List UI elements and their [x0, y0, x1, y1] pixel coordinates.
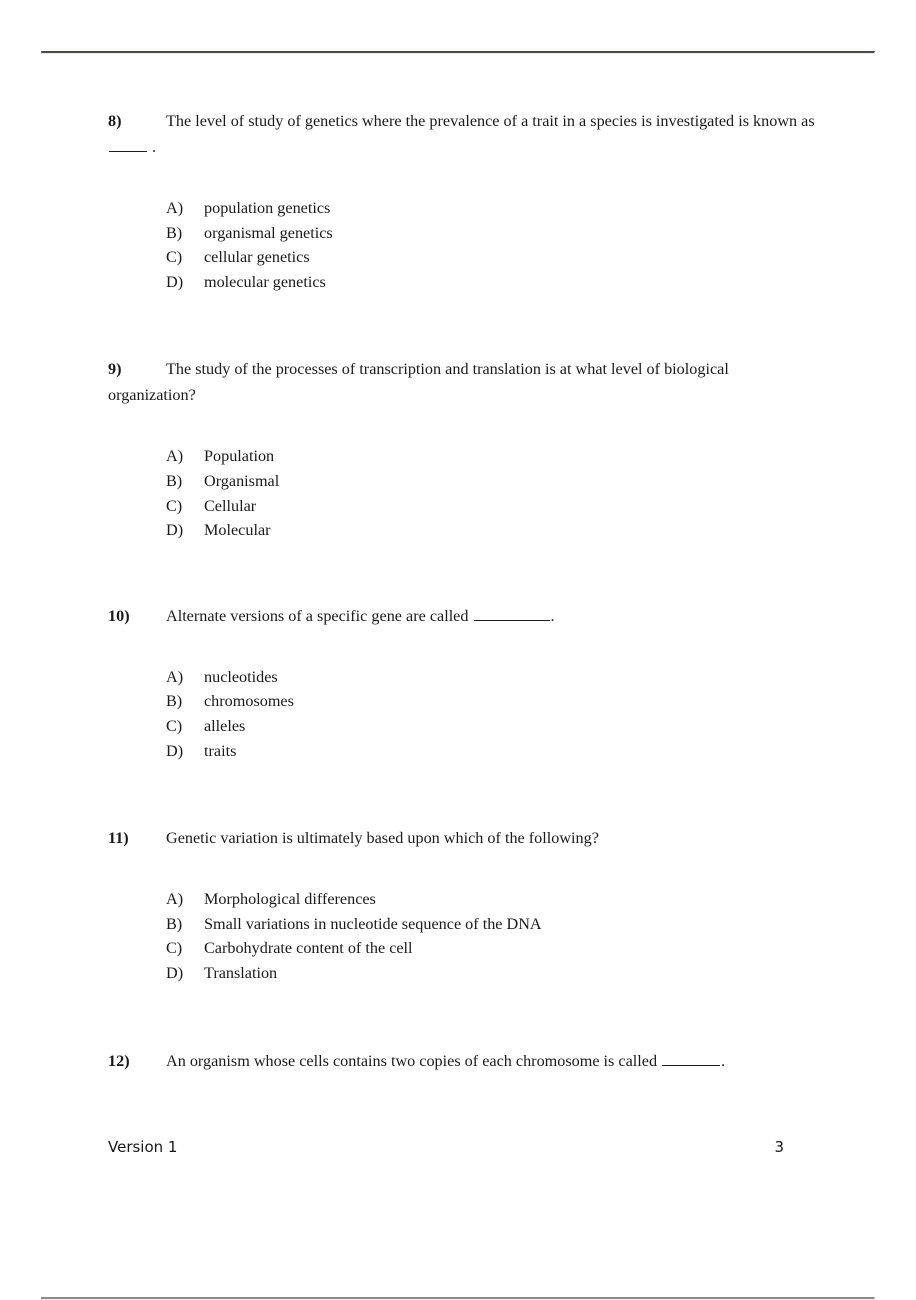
option-11-c[interactable]	[108, 936, 820, 961]
question-block-8	[108, 108, 820, 294]
page-footer	[108, 1138, 820, 1156]
option-letter: A)	[166, 890, 184, 909]
option-11-a[interactable]	[108, 887, 820, 912]
option-11-d[interactable]	[108, 961, 820, 986]
option-label: traits	[204, 741, 237, 760]
option-letter: A)	[166, 667, 184, 686]
question-block-11	[108, 825, 820, 985]
option-letter: C)	[166, 248, 183, 267]
option-letter: C)	[166, 939, 183, 958]
option-8-a[interactable]	[108, 196, 820, 221]
option-9-a[interactable]	[108, 444, 820, 469]
option-10-a[interactable]	[108, 665, 820, 690]
question-stem-11	[108, 825, 820, 851]
answer-blank-8	[109, 139, 147, 152]
option-label: Small variations in nucleotide sequence of the DNA	[204, 914, 542, 933]
option-letter: B)	[166, 692, 183, 711]
question-text-9: The study of the processes of transcription and translation is at what level of biological organization?	[108, 360, 729, 405]
question-text-8-tail: .	[148, 138, 157, 156]
options-9	[108, 444, 820, 542]
option-9-d[interactable]	[108, 518, 820, 543]
question-number-12: 12)	[108, 1051, 130, 1070]
option-label: cellular genetics	[204, 248, 310, 267]
option-8-c[interactable]	[108, 245, 820, 270]
question-text-11: Genetic variation is ultimately based upon which of the following?	[166, 829, 599, 848]
option-letter: C)	[166, 496, 183, 515]
question-text-8: The level of study of genetics where the prevalence of a trait in a species is investigated is known as	[166, 112, 815, 130]
option-letter: B)	[166, 223, 183, 242]
page-number: 3	[774, 1138, 784, 1156]
option-label: Cellular	[204, 496, 257, 515]
question-number-9: 9)	[108, 360, 122, 379]
answer-blank-10	[474, 608, 550, 621]
answer-blank-12	[662, 1053, 720, 1066]
option-letter: D)	[166, 963, 184, 982]
option-label: nucleotides	[204, 667, 278, 686]
question-block-10	[108, 603, 820, 763]
option-10-b[interactable]	[108, 689, 820, 714]
options-10	[108, 665, 820, 763]
question-text-12: An organism whose cells contains two copies of each chromosome is called	[166, 1051, 662, 1070]
option-8-d[interactable]	[108, 270, 820, 295]
options-11	[108, 887, 820, 985]
option-9-b[interactable]	[108, 469, 820, 494]
question-stem-8	[108, 108, 820, 160]
option-letter: D)	[166, 521, 184, 540]
option-8-b[interactable]	[108, 221, 820, 246]
question-text-10-tail: .	[550, 606, 555, 625]
option-letter: A)	[166, 447, 184, 466]
question-number-8: 8)	[108, 112, 122, 130]
option-letter: B)	[166, 914, 183, 933]
option-letter: A)	[166, 199, 184, 217]
option-label: molecular genetics	[204, 272, 326, 291]
option-10-c[interactable]	[108, 714, 820, 739]
question-number-11: 11)	[108, 829, 129, 848]
option-letter: D)	[166, 741, 184, 760]
header-rule	[41, 51, 875, 54]
option-label: alleles	[204, 716, 246, 735]
option-11-b[interactable]	[108, 912, 820, 937]
option-label: Translation	[204, 963, 278, 982]
question-text-12-tail: .	[721, 1051, 726, 1070]
option-label: chromosomes	[204, 692, 294, 711]
option-10-d[interactable]	[108, 739, 820, 764]
option-letter: D)	[166, 272, 184, 291]
options-8	[108, 196, 820, 294]
option-label: Morphological differences	[204, 890, 376, 909]
question-text-10: Alternate versions of a specific gene are called	[166, 606, 473, 625]
version-label: Version 1	[108, 1138, 178, 1156]
option-label: Population	[204, 447, 275, 466]
question-block-9	[108, 356, 820, 542]
question-list	[108, 108, 820, 1074]
option-label: Molecular	[204, 521, 271, 540]
question-stem-10	[108, 603, 820, 629]
question-stem-9	[108, 356, 820, 408]
option-9-c[interactable]	[108, 494, 820, 519]
option-letter: C)	[166, 716, 183, 735]
question-number-10: 10)	[108, 606, 130, 625]
option-letter: B)	[166, 471, 183, 490]
option-label: organismal genetics	[204, 223, 333, 242]
question-stem-12	[108, 1048, 820, 1074]
option-label: Organismal	[204, 471, 280, 490]
question-block-12	[108, 1048, 820, 1074]
option-label: population genetics	[204, 199, 331, 217]
option-label: Carbohydrate content of the cell	[204, 939, 413, 958]
